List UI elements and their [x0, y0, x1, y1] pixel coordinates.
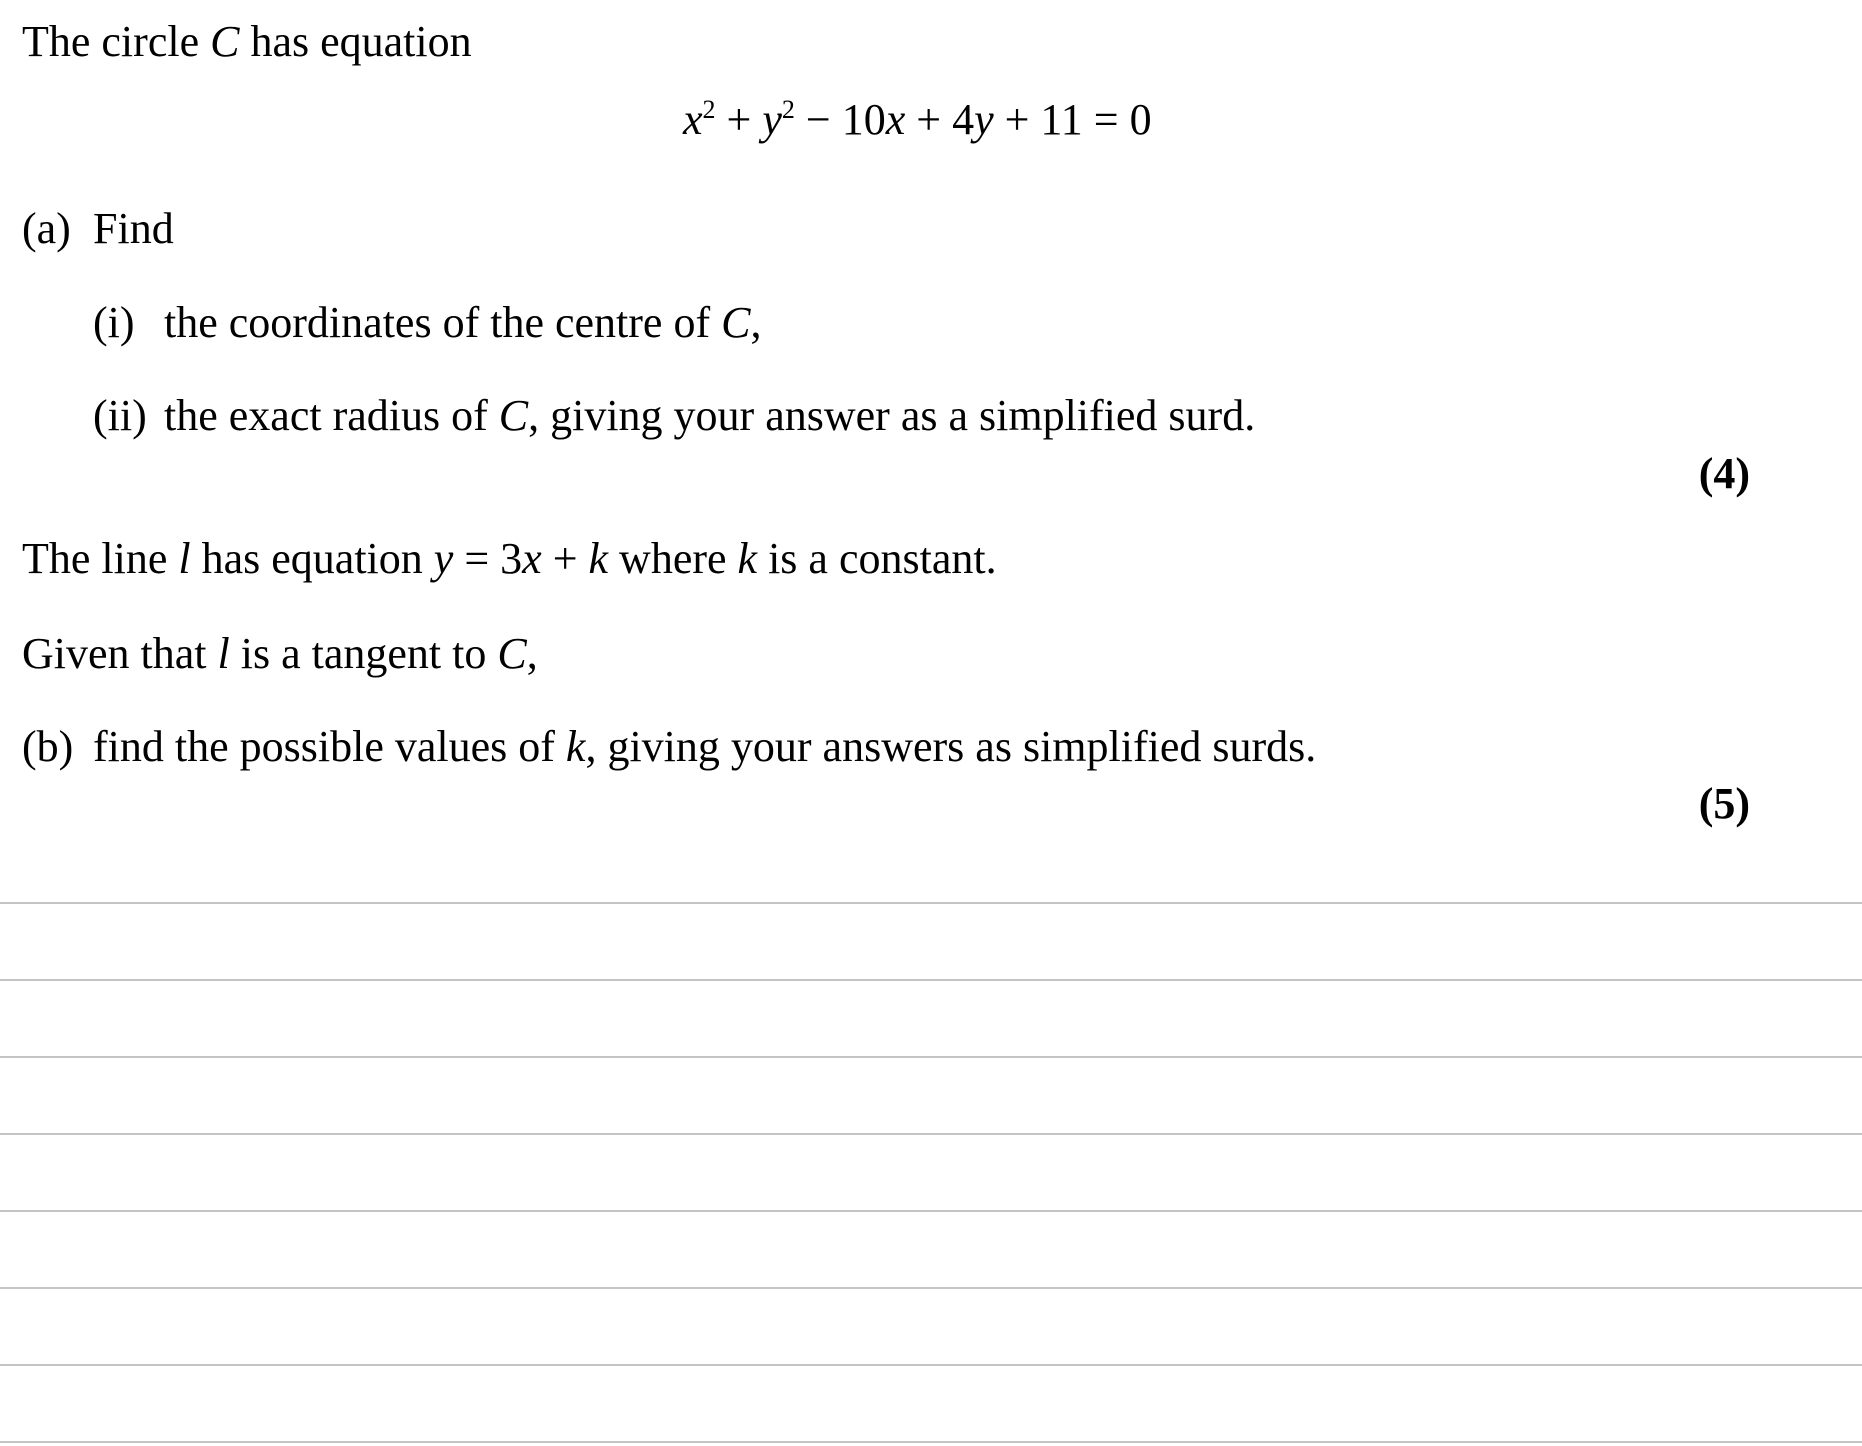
- eq-plus1: +: [715, 95, 763, 144]
- sub-ii-body: the exact radius of: [164, 391, 499, 440]
- eq-rest1: − 10: [794, 95, 886, 144]
- part-b-label: [22, 721, 73, 773]
- eq-y2: y: [974, 95, 994, 144]
- circle-equation: [683, 94, 1152, 146]
- intro-var: C: [210, 17, 240, 66]
- line-suffix: is a constant.: [757, 534, 997, 583]
- part-b-body: find the possible values of: [93, 722, 566, 771]
- sub-i-var: C: [721, 298, 751, 347]
- sub-i-label-text: (i): [93, 298, 135, 347]
- sub-i-end: ,: [750, 298, 762, 347]
- eq-rest2: + 4: [905, 95, 975, 144]
- eq-x2: x: [885, 95, 906, 144]
- part-b-label-text: (b): [22, 722, 74, 771]
- eq-rest3: + 11 = 0: [993, 95, 1152, 144]
- line-plus: +: [541, 534, 589, 583]
- intro-line: [22, 16, 472, 68]
- line-mid2: where: [608, 534, 738, 583]
- given-prefix: Given that: [22, 629, 218, 678]
- intro-suffix: has equation: [239, 17, 472, 66]
- answer-line: [0, 1287, 1862, 1289]
- sub-ii-var: C: [498, 391, 529, 440]
- line-x: x: [522, 534, 542, 583]
- part-b-end: , giving your answers as simplified surds.: [585, 722, 1317, 771]
- intro-prefix: The circle: [22, 17, 211, 66]
- sub-i-body: the coordinates of the centre of: [164, 298, 722, 347]
- sub-i-text: [164, 297, 761, 349]
- answer-line: [0, 1133, 1862, 1135]
- part-a-marks: (4): [1698, 449, 1750, 498]
- line-prefix: The line: [22, 534, 179, 583]
- given-var-c: C: [497, 629, 527, 678]
- line-k: k: [588, 534, 609, 583]
- sub-ii-end: , giving your answer as a simplified surd.: [528, 391, 1256, 440]
- part-b-var: k: [565, 722, 586, 771]
- part-a-label: (a): [22, 204, 71, 253]
- given-mid: is a tangent to: [229, 629, 498, 678]
- line-statement: [22, 533, 997, 585]
- line-var-l: l: [178, 534, 191, 583]
- eq-y: y: [762, 95, 782, 144]
- sub-i-label: [93, 297, 135, 349]
- answer-line: [0, 1056, 1862, 1058]
- eq-x-exp: 2: [702, 95, 716, 124]
- answer-line: [0, 902, 1862, 904]
- eq-x: x: [683, 95, 703, 144]
- part-a-find: Find: [93, 204, 174, 253]
- eq-y-exp: 2: [781, 95, 795, 124]
- part-a-heading: [22, 203, 71, 255]
- part-b-marks: (5): [1698, 779, 1750, 828]
- sub-ii-text: [164, 390, 1255, 442]
- part-b-text: [93, 721, 1316, 773]
- line-eq: = 3: [453, 534, 523, 583]
- given-end: ,: [526, 629, 538, 678]
- line-mid: has equation: [190, 534, 434, 583]
- answer-line: [0, 1441, 1862, 1443]
- part-a-text: [93, 203, 174, 255]
- line-y: y: [433, 534, 454, 583]
- sub-ii-label-text: (ii): [93, 391, 147, 440]
- sub-ii-label: [93, 390, 147, 442]
- line-k2: k: [737, 534, 758, 583]
- answer-line: [0, 1364, 1862, 1366]
- answer-line: [0, 979, 1862, 981]
- given-statement: [22, 628, 538, 680]
- given-var-l: l: [217, 629, 230, 678]
- answer-line: [0, 1210, 1862, 1212]
